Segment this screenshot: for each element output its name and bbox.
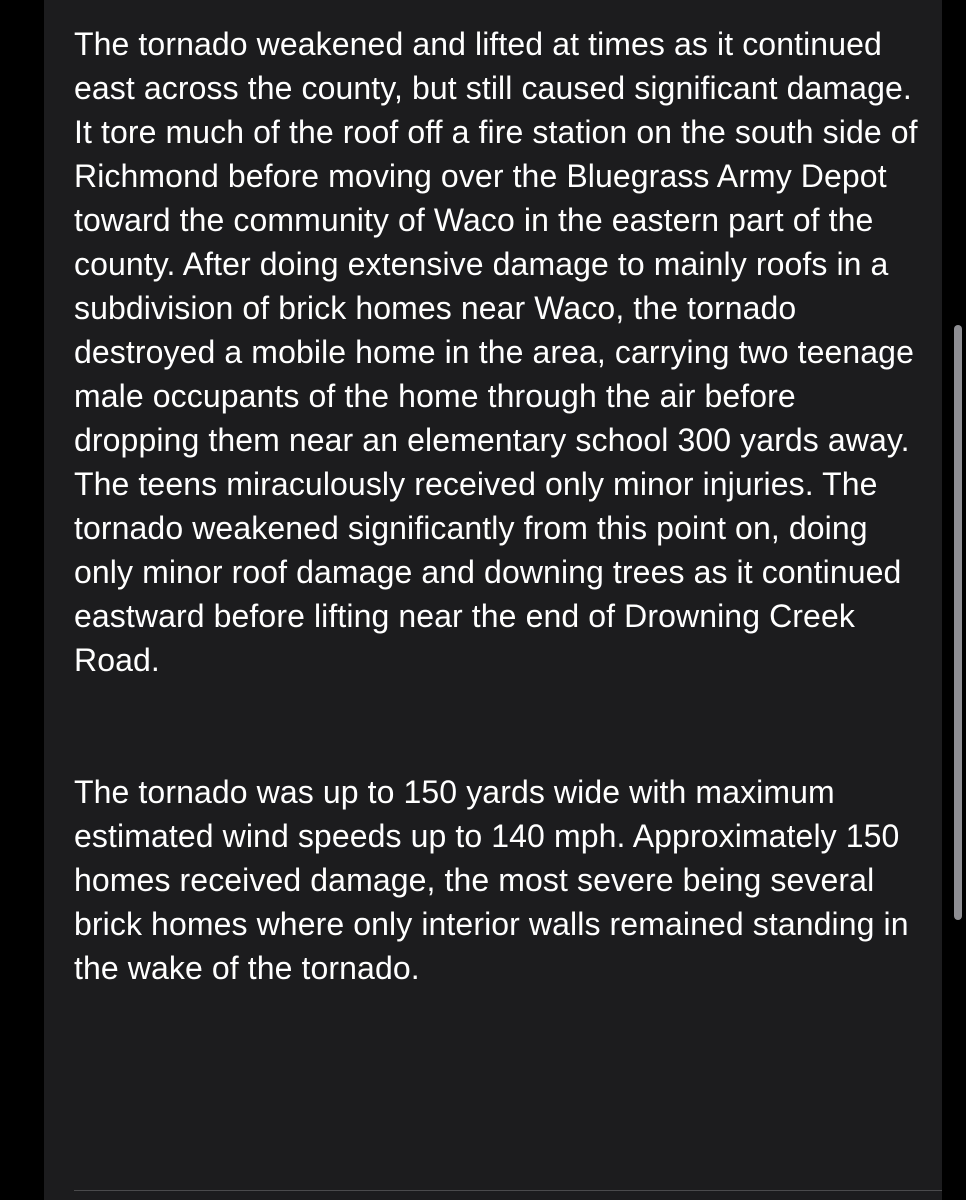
paragraph-tornado-stats: The tornado was up to 150 yards wide with maximum estimated wind speeds up to 140 mph. Approximately 150 homes received damage, the most severe being several brick homes where only interior walls remained standing in the wake of the tornado. bbox=[74, 774, 909, 986]
article-panel bbox=[44, 0, 942, 1200]
paragraph-damage-path: The tornado weakened and lifted at times as it continued east across the county, but still caused significant damage. It tore much of the roof off a fire station on the south side of Richmond before moving over the Bluegrass Army Depot toward the community of Waco in the eastern part of the county. After doing extensive damage to mainly roofs in a subdivision of brick homes near Waco, the tornado destroyed a mobile home in the area, carrying two teenage male occupants of the home through the air before dropping them near an elementary school 300 yards away. The teens miraculously received only minor injuries. The tornado weakened significantly from this point on, doing only minor roof damage and downing trees as it continued eastward before lifting near the end of Drowning Creek Road. bbox=[74, 26, 918, 678]
section-divider bbox=[74, 1190, 942, 1191]
scrollbar[interactable] bbox=[954, 325, 962, 920]
article-body bbox=[74, 22, 924, 990]
scrollbar-thumb[interactable] bbox=[954, 325, 962, 920]
